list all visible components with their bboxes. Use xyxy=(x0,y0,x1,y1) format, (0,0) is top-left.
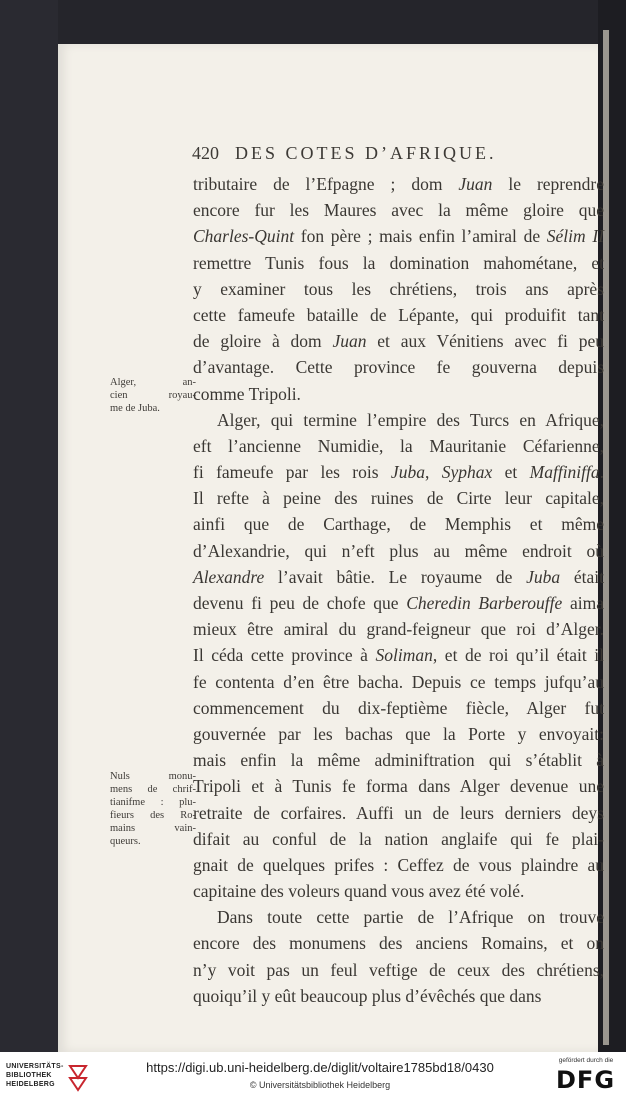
text-line: retraite de corfaires. Auffi un de leurs derniers deys xyxy=(193,802,604,823)
logo-line: HEIDELBERG xyxy=(6,1081,55,1088)
text-line: encore des monumens des anciens Romains, et on xyxy=(193,933,604,954)
text-line: commencement du dix-feptième fiècle, Alger fut xyxy=(193,697,604,718)
text-line: fe contenta d’en être bacha. Depuis ce temps jufqu’au xyxy=(193,671,604,692)
text-line: n’y voit pas un feul veftige de ceux des chrétiens, xyxy=(193,959,604,980)
text-line: gnait de quelques prifes : Ceffez de vous plaindre au xyxy=(193,854,604,875)
running-header xyxy=(192,143,532,167)
page-number: 420 xyxy=(192,143,219,163)
text-line: Dans toute cette partie de l’Afrique on trouve xyxy=(217,907,604,928)
margin-note-line: Alger, an- xyxy=(110,377,196,388)
margin-note-line: queurs. xyxy=(110,836,141,847)
text-line: d’Alexandrie, qui n’eft plus au même endroit où xyxy=(193,540,604,561)
text-line: Tripoli et à Tunis fe forma dans Alger devenue une xyxy=(193,776,604,797)
text-line: Il céda cette province à Soliman, et de roi qu’il était il xyxy=(193,645,605,666)
text-line: fi fameufe par les rois Juba, Syphax et Maffiniffa. xyxy=(193,462,605,483)
viewer-footer xyxy=(0,1052,626,1097)
margin-note-monumens xyxy=(110,770,196,848)
text-line: devenu fi peu de chofe que Cheredin Barberouffe aima xyxy=(193,593,605,613)
margin-note-line: mens de chrif- xyxy=(110,784,196,795)
text-line: y examiner tous les chrétiens, trois ans après xyxy=(193,278,604,299)
permalink-url[interactable]: https://digi.ub.uni-heidelberg.de/diglit/voltaire1785bd18/0430 xyxy=(146,1060,494,1075)
running-title: DES COTES D’AFRIQUE. xyxy=(235,143,497,163)
scan-background-left xyxy=(0,0,58,1052)
margin-note-alger xyxy=(110,376,196,415)
margin-note-line: Nuls monu- xyxy=(110,771,196,782)
body-text xyxy=(193,171,604,1009)
text-line: difait au conful de la nation anglaife qui fe plai- xyxy=(193,828,604,849)
text-line: mieux être amiral du grand-feigneur que roi d’Alger. xyxy=(193,619,604,640)
text-line: capitaine des voleurs quand vous avez été volé. xyxy=(193,881,525,902)
logo-line: BIBLIOTHEK xyxy=(6,1072,52,1079)
margin-note-line: mains vain- xyxy=(110,823,196,834)
library-emblem-icon xyxy=(66,1064,90,1092)
text-line: Il refte à peine des ruines de Cirte leur capitale, xyxy=(193,488,604,509)
margin-note-line: fieurs des Ro- xyxy=(110,810,196,821)
text-line: cette fameufe bataille de Lépante, qui produifit tant xyxy=(193,304,604,325)
text-line: gouvernée par les bachas que la Porte y envoyait: xyxy=(193,723,604,744)
text-line: encore fur les Maures avec la même gloire que xyxy=(193,200,604,221)
text-line: quoiqu’il y eût beaucoup plus d’évêchés que dans xyxy=(193,985,542,1006)
text-line: tributaire de l’Efpagne ; dom Juan le reprendre xyxy=(193,174,604,194)
library-logo xyxy=(6,1062,116,1094)
margin-note-line: me de Juba. xyxy=(110,403,160,414)
text-line: Alexandre l’avait bâtie. Le royaume de Juba était xyxy=(193,566,605,587)
margin-note-line: tianifme : plu- xyxy=(110,797,196,808)
text-line: Charles-Quint fon père ; mais enfin l’amiral de Sélim II xyxy=(193,226,604,247)
text-line: Alger, qui termine l’empire des Turcs en Afrique, xyxy=(217,409,604,430)
text-line: comme Tripoli. xyxy=(193,383,301,404)
text-line: mais enfin la même adminiftration qui s’établit à xyxy=(193,750,604,771)
text-line: eft l’ancienne Numidie, la Mauritanie Céfarienne, xyxy=(193,435,604,456)
text-line: de gloire à dom Juan et aux Vénitiens avec fi peu xyxy=(193,331,604,352)
funder-caption: gefördert durch die xyxy=(558,1057,614,1064)
text-line: remettre Tunis fous la domination mahométane, et xyxy=(193,252,604,273)
text-line: d’avantage. Cette province fe gouverna depuis xyxy=(193,357,604,378)
logo-line: UNIVERSITÄTS- xyxy=(6,1063,64,1070)
text-line: ainfi que de Carthage, de Memphis et même xyxy=(193,514,604,535)
dfg-logo: DFG xyxy=(556,1066,616,1094)
copyright-notice: © Universitätsbibliothek Heidelberg xyxy=(249,1080,391,1090)
margin-note-line: cien royau- xyxy=(110,390,196,401)
